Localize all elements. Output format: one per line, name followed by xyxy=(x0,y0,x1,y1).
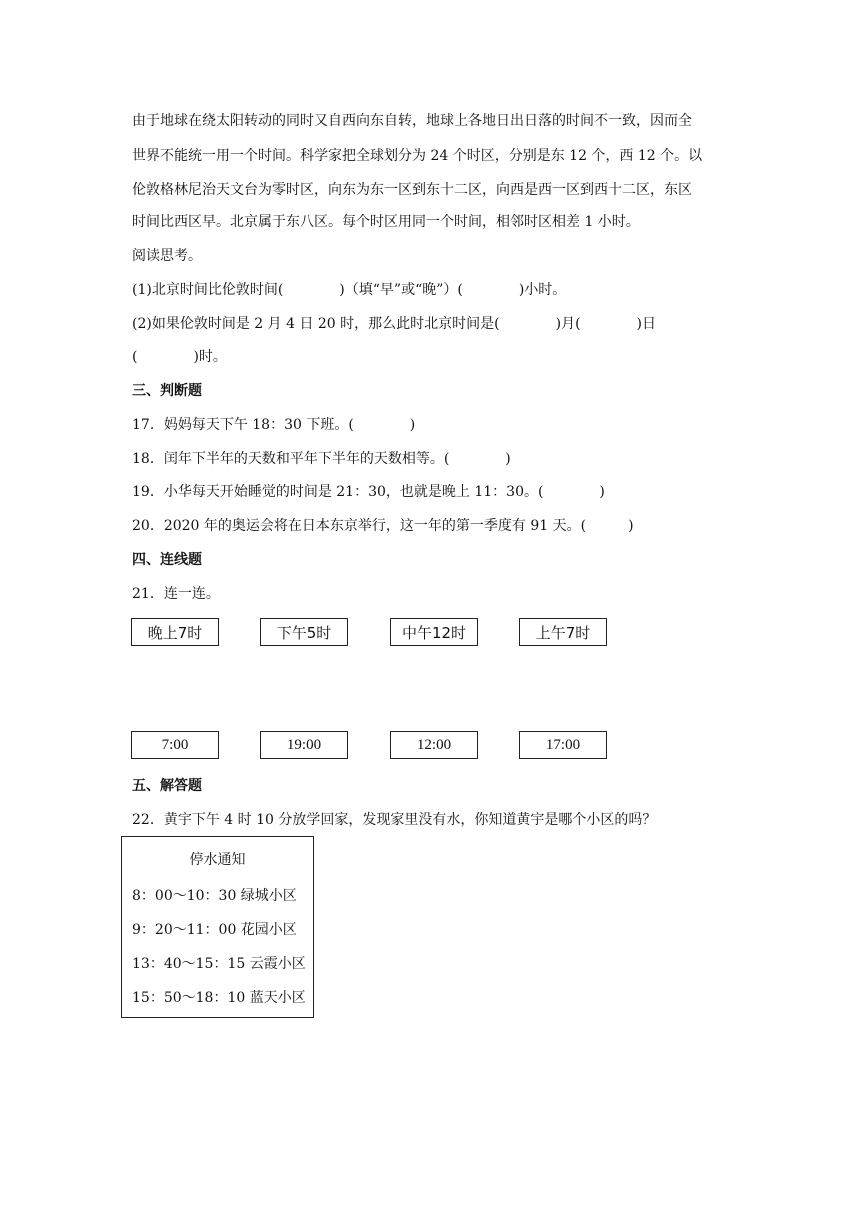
question-2-line-2: ( )时。 xyxy=(132,349,227,365)
question-21: 21．连一连。 xyxy=(132,586,220,602)
water-outage-notice xyxy=(121,836,314,1018)
question-2-line-1: (2)如果伦敦时间是 2 月 4 日 20 时，那么此时北京时间是( )月( )日 xyxy=(132,316,657,332)
passage-line-2: 世界不能统一用一个时间。科学家把全球划分为 24 个时区，分别是东 12 个，西 12 个。以 xyxy=(132,148,703,164)
question-18: 18．闰年下半年的天数和平年下半年的天数相等。( ) xyxy=(132,451,511,467)
passage-line-1: 由于地球在绕太阳转动的同时又自西向东自转，地球上各地日出日落的时间不一致，因而全 xyxy=(132,113,692,129)
passage-line-3: 伦敦格林尼治天文台为零时区，向东为东一区到东十二区，向西是西一区到西十二区，东区 xyxy=(132,182,692,198)
question-20: 20．2020 年的奥运会将在日本东京举行，这一年的第一季度有 91 天。( ) xyxy=(132,518,634,534)
reading-prompt: 阅读思考。 xyxy=(132,248,202,264)
notice-row-2: 9：20～11：00 花园小区 xyxy=(132,922,297,938)
notice-title: 停水通知 xyxy=(189,852,246,868)
match-bottom-box-4[interactable]: 17:00 xyxy=(519,731,607,759)
question-22: 22．黄宇下午 4 时 10 分放学回家，发现家里没有水，你知道黄宇是哪个小区的吗？ xyxy=(132,812,657,828)
section-heading-judgement: 三、判断题 xyxy=(132,383,202,399)
section-heading-answer: 五、解答题 xyxy=(132,778,202,794)
match-top-box-2[interactable]: 下午5时 xyxy=(260,618,348,646)
notice-row-4: 15：50～18：10 蓝天小区 xyxy=(132,990,306,1006)
notice-row-3: 13：40～15：15 云霞小区 xyxy=(132,956,306,972)
question-1: (1)北京时间比伦敦时间( )（填“早”或“晚”）( )小时。 xyxy=(132,282,567,298)
match-bottom-box-1[interactable]: 7:00 xyxy=(131,731,219,759)
match-bottom-box-3[interactable]: 12:00 xyxy=(390,731,478,759)
section-heading-matching: 四、连线题 xyxy=(132,552,202,568)
passage-line-4: 时间比西区早。北京属于东八区。每个时区用同一个时间，相邻时区相差 1 小时。 xyxy=(132,214,640,230)
match-top-box-1[interactable]: 晚上7时 xyxy=(131,618,219,646)
match-top-box-3[interactable]: 中午12时 xyxy=(390,618,478,646)
notice-row-1: 8：00～10：30 绿城小区 xyxy=(132,888,297,904)
match-top-box-4[interactable]: 上午7时 xyxy=(519,618,607,646)
question-19: 19．小华每天开始睡觉的时间是 21：30，也就是晚上 11：30。( ) xyxy=(132,484,605,500)
match-bottom-box-2[interactable]: 19:00 xyxy=(260,731,348,759)
question-17: 17．妈妈每天下午 18：30 下班。( ) xyxy=(132,417,416,433)
